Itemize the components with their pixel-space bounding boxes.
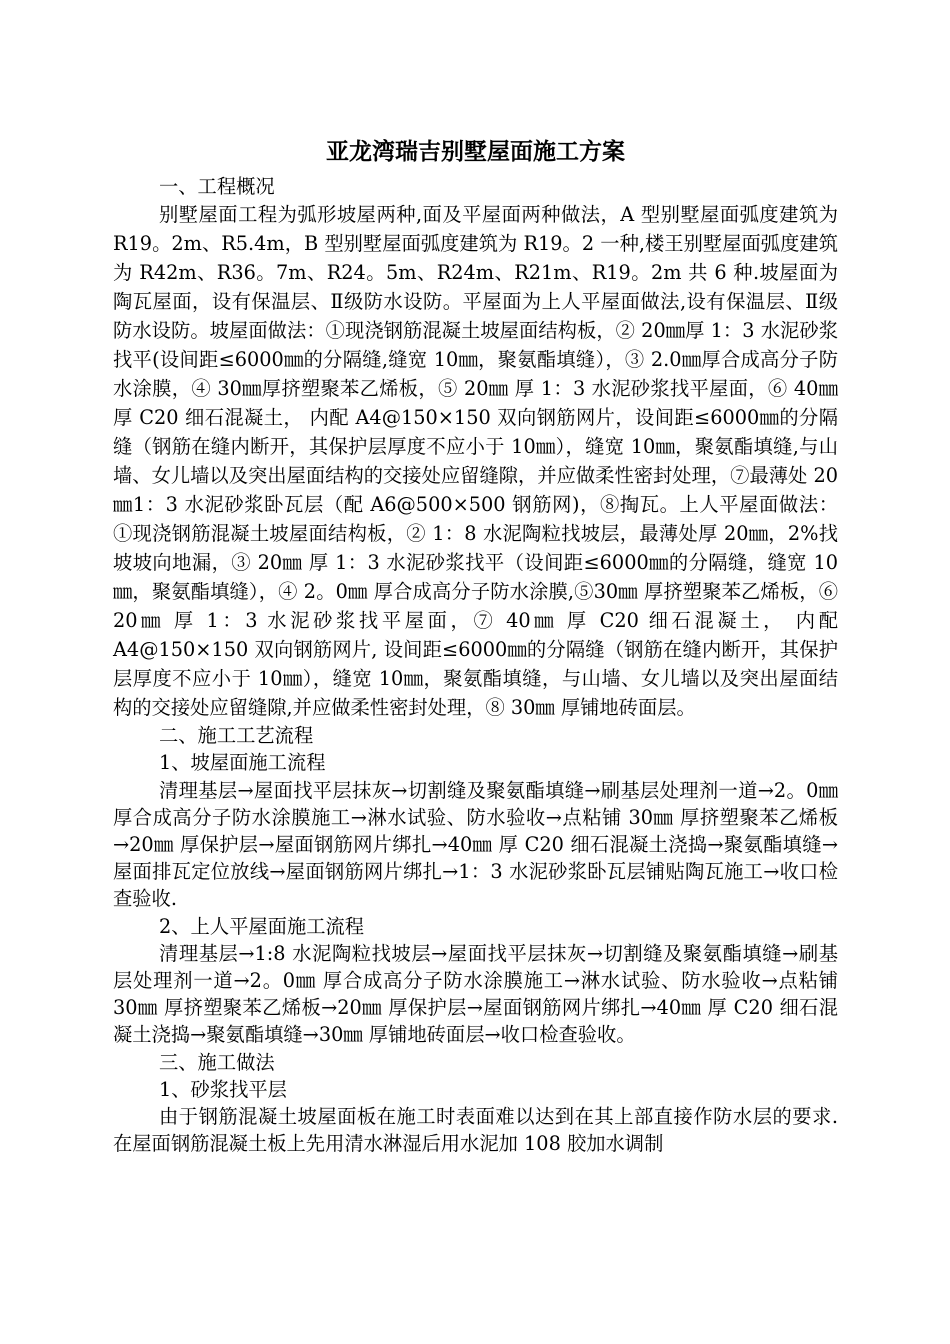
overview-paragraph: 别墅屋面工程为弧形坡屋两种,面及平屋面两种做法，A 型别墅屋面弧度建筑为 R19。2m、R5.4m，B 型别墅屋面弧度建筑为 R19。2 一种,楼王别墅屋面弧度建筑为 R42m、R36。7m、R24。5m、R24m、R21m、R19。2m 共 6 种.坡屋面为陶瓦屋面，设有保温层、Ⅱ级防水设防。平屋面为上人平屋面做法,设有保温层、Ⅱ级防水设防。坡屋面做法：①现浇钢筋混凝土坡屋面结构板，② 20㎜厚 1：3 水泥砂浆找平(设间距≤6000㎜的分隔缝,缝宽 10㎜，聚氨酯填缝），③ 2.0㎜厚合成高分子防水涂膜，④ 30㎜厚挤塑聚苯乙烯板，⑤ 20㎜ 厚 1：3 水泥砂浆找平屋面，⑥ 40㎜ 厚 C20 细石混凝土， 内配 A4@150×150 双向钢筋网片，设间距≤6000㎜的分隔缝（钢筋在缝内断开，其保护层厚度不应小于 10㎜），缝宽 10㎜，聚氨酯填缝,与山墙、女儿墙以及突出屋面结构的交接处应留缝隙，并应做柔性密封处理，⑦最薄处 20㎜1：3 水泥砂浆卧瓦层（配 A6@500×500 钢筋网)，⑧掏瓦。上人平屋面做法：①现浇钢筋混凝土坡屋面结构板，② 1：8 水泥陶粒找坡层，最薄处厚 20㎜，2%找坡坡向地漏，③ 20㎜ 厚 1：3 水泥砂浆找平（设间距≤6000㎜的分隔缝，缝宽 10㎜，聚氨酯填缝），④ 2。0㎜ 厚合成高分子防水涂膜,⑤30㎜ 厚挤塑聚苯乙烯板，⑥ 20㎜ 厚 1：3 水泥砂浆找平屋面，⑦ 40㎜ 厚 C20 细石混凝土， 内配 A4@150×150 双向钢筋网片, 设间距≤6000㎜的分隔缝（钢筋在缝内断开，其保护层厚度不应小于 10㎜），缝宽 10㎜，聚氨酯填缝，与山墙、女儿墙以及突出屋面结构的交接处应留缝隙,并应做柔性密封处理，⑧ 30㎜ 厚铺地砖面层。	[113, 203, 838, 720]
section-heading: 三、施工做法	[159, 1050, 275, 1074]
subsection-heading: 1、砂浆找平层	[159, 1077, 287, 1101]
subsection-heading: 1、坡屋面施工流程	[159, 751, 326, 775]
section-heading: 二、施工工艺流程	[159, 724, 314, 748]
section-heading: 一、工程概况	[159, 175, 275, 198]
flat-roof-flow-paragraph: 清理基层→1:8 水泥陶粒找坡层→屋面找平层抹灰→切割缝及聚氨酯填缝→刷基层处理剂一道→2。0㎜ 厚合成高分子防水涂膜施工→淋水试验、防水验收→点粘铺 30㎜ 厚挤塑聚苯乙烯板→20㎜ 厚保护层→屋面钢筋网片绑扎→40㎜ 厚 C20 细石混凝土浇捣→聚氨酯填缝→30㎜ 厚铺地砖面层→收口检查验收。	[113, 941, 838, 1047]
slope-roof-flow-paragraph: 清理基层→屋面找平层抹灰→切割缝及聚氨酯填缝→刷基层处理剂一道→2。0㎜ 厚合成高分子防水涂膜施工→淋水试验、防水验收→点粘铺 30㎜ 厚挤塑聚苯乙烯板→20㎜ 厚保护层→屋面钢筋网片绑扎→40㎜ 厚 C20 细石混凝土浇捣→聚氨酯填缝→屋面排瓦定位放线→屋面钢筋网片绑扎→1：3 水泥砂浆卧瓦层铺贴陶瓦施工→收口检查验收.	[113, 778, 838, 911]
document-title: 亚龙湾瑞吉别墅屋面施工方案	[326, 138, 625, 165]
subsection-heading: 2、上人平屋面施工流程	[159, 914, 365, 938]
leveling-paragraph: 由于钢筋混凝土坡屋面板在施工时表面难以达到在其上部直接作防水层的要求.在屋面钢筋混凝土板上先用清水淋湿后用水泥加 108 胶加水调制	[113, 1105, 838, 1156]
